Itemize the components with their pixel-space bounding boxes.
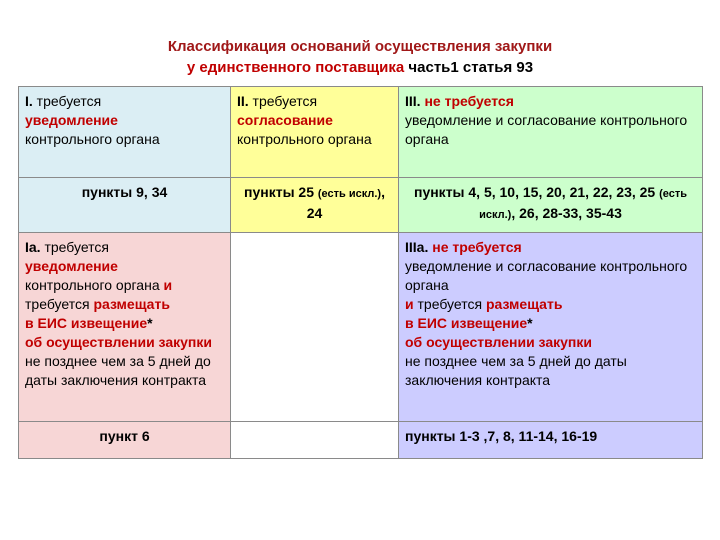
points-i-cell: пункты 9, 34 bbox=[19, 178, 231, 233]
category-iii-cell bbox=[399, 87, 703, 178]
highlight-text: размещать bbox=[93, 296, 170, 312]
cell-text: не позднее чем за 5 дней до даты заключения контракта bbox=[405, 353, 627, 388]
cell-text: требуется bbox=[32, 93, 102, 109]
table-row bbox=[19, 233, 703, 422]
points-ia-cell: пункт 6 bbox=[19, 422, 231, 459]
table-row bbox=[19, 178, 703, 233]
highlight-text: в ЕИС извещение bbox=[25, 315, 148, 331]
points-iii-cell bbox=[399, 178, 703, 233]
highlight-text: в ЕИС извещение bbox=[405, 315, 528, 331]
cell-text: требуется bbox=[40, 239, 110, 255]
category-ii-cell bbox=[231, 87, 399, 178]
category-number: I. bbox=[25, 93, 33, 109]
title-line-1: Классификация оснований осуществления закупки bbox=[167, 38, 553, 55]
cell-text: уведомление и согласование контрольного органа bbox=[405, 112, 688, 147]
exception-note: (есть искл.) bbox=[479, 188, 687, 221]
cell-text: требуется bbox=[413, 296, 486, 312]
cell-text: пункты 25 bbox=[244, 184, 318, 200]
cell-text: пункты 4, 5, 10, 15, 20, 21, 22, 23, 25 bbox=[413, 184, 660, 200]
category-ia-cell bbox=[19, 233, 231, 422]
cell-text: контрольного органа bbox=[25, 277, 164, 293]
highlight-text: и bbox=[163, 277, 173, 293]
cell-text: контрольного органа bbox=[237, 131, 372, 147]
category-number: II. bbox=[237, 93, 249, 109]
category-number: Iа. bbox=[25, 239, 41, 255]
cell-text: требуется bbox=[248, 93, 318, 109]
empty-cell bbox=[231, 422, 399, 459]
exception-note: (есть искл.) bbox=[317, 188, 382, 200]
category-i-cell bbox=[19, 87, 231, 178]
highlight-text: и bbox=[405, 296, 414, 312]
category-number: IIIа. bbox=[405, 239, 429, 255]
cell-text: уведомление и согласование контрольного органа bbox=[405, 258, 688, 293]
table-row bbox=[19, 87, 703, 178]
title-reference: часть1 статья 93 bbox=[404, 59, 534, 76]
highlight-text: не требуется bbox=[420, 93, 514, 109]
highlight-text: не требуется bbox=[428, 239, 522, 255]
category-number: III. bbox=[405, 93, 421, 109]
cell-text: требуется bbox=[25, 296, 94, 312]
cell-text: , 24 bbox=[306, 184, 385, 221]
highlight-text: уведомление bbox=[25, 258, 118, 274]
cell-text: контрольного органа bbox=[25, 131, 160, 147]
highlight-text: размещать bbox=[485, 296, 563, 312]
cell-text: , 26, 28-33, 35-43 bbox=[511, 205, 622, 221]
highlight-text: об осуществлении закупки bbox=[25, 334, 212, 350]
points-ii-cell bbox=[231, 178, 399, 233]
title-line-2 bbox=[0, 57, 720, 78]
points-iiia-cell: пункты 1-3 ,7, 8, 11-14, 16-19 bbox=[399, 422, 703, 459]
footnote-star: * bbox=[527, 315, 533, 331]
highlight-text: об осуществлении закупки bbox=[405, 334, 592, 350]
highlight-text: согласование bbox=[237, 112, 333, 128]
empty-cell bbox=[231, 233, 399, 422]
footnote-star: * bbox=[147, 315, 153, 331]
table-row bbox=[19, 422, 703, 459]
page-title bbox=[0, 36, 720, 78]
highlight-text: уведомление bbox=[25, 112, 118, 128]
cell-text: не позднее чем за 5 дней до даты заключения контракта bbox=[25, 353, 211, 388]
classification-table bbox=[18, 86, 703, 459]
category-iiia-cell bbox=[399, 233, 703, 422]
title-highlight: у единственного поставщика bbox=[186, 59, 405, 76]
